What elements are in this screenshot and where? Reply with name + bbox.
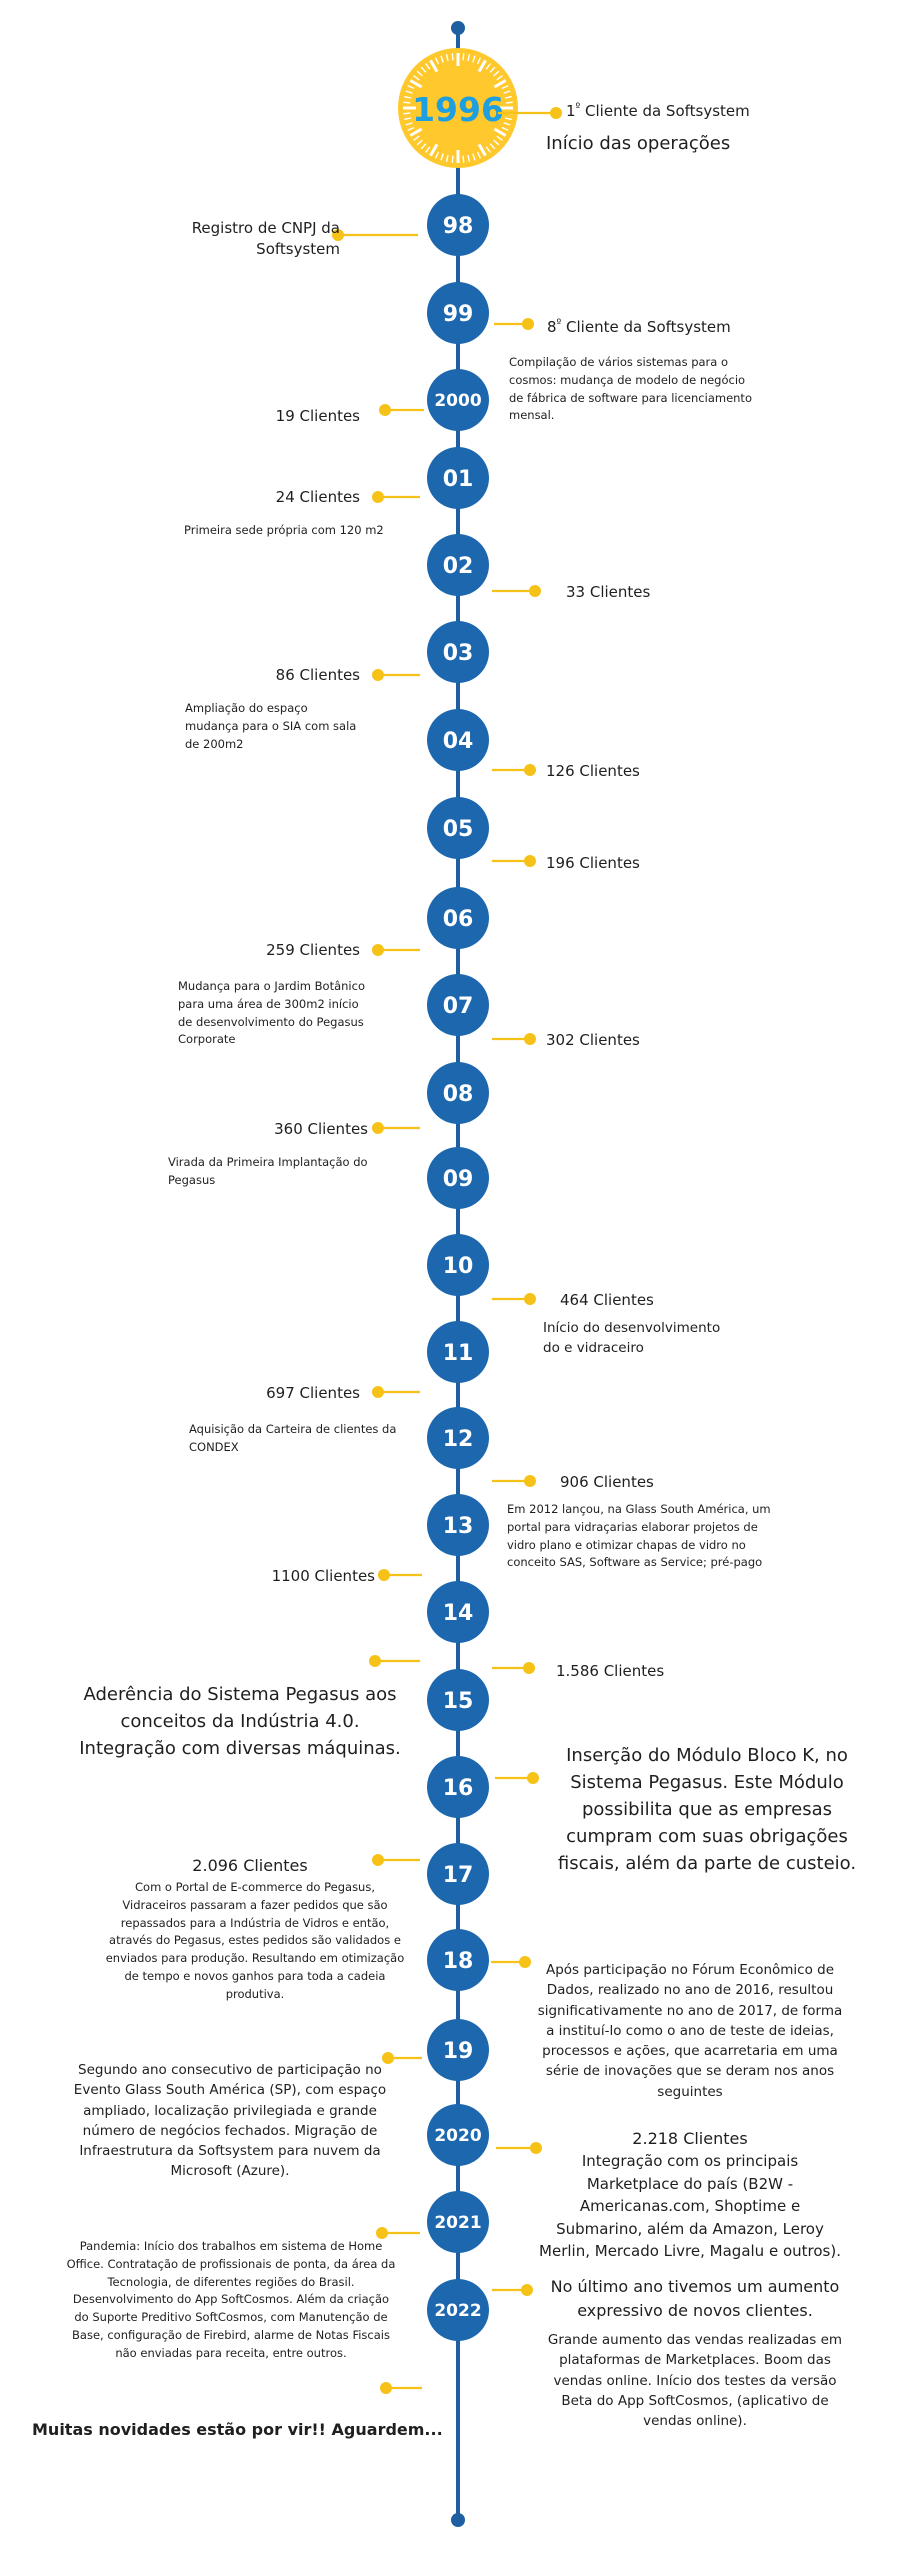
year-node-label: 2021: [434, 2213, 482, 2233]
connector-dot: [524, 1293, 536, 1305]
year-node-2021: [427, 2191, 489, 2253]
year-node-label: 98: [442, 214, 474, 239]
connector-dot: [372, 944, 384, 956]
connector-dot: [527, 1772, 539, 1784]
sun-tick: [463, 53, 464, 60]
connector-dot: [372, 1386, 384, 1398]
event-03-clients: 86 Clientes: [275, 666, 360, 684]
year-node-15: [427, 1669, 489, 1731]
year-node-19: [427, 2019, 489, 2081]
connector-dot: [369, 1655, 381, 1667]
sun-tick: [452, 156, 453, 163]
event-1996-first-client: $1^º$ Cliente da Softsystem: [566, 102, 750, 120]
event-12-clients: 906 Clientes: [560, 1473, 654, 1491]
event-08-clients: 360 Clientes: [274, 1120, 368, 1138]
year-node-label: 2022: [434, 2301, 482, 2321]
connector-dot: [524, 855, 536, 867]
year-node-08: [427, 1062, 489, 1124]
year-node-07: [427, 974, 489, 1036]
connector-dot: [380, 2382, 392, 2394]
year-node-06: [427, 887, 489, 949]
connector-dot: [550, 107, 562, 119]
year-node-01: [427, 447, 489, 509]
event-06-clients: 259 Clientes: [266, 941, 360, 959]
event-2020-desc: Pandemia: Início dos trabalhos em sistema de Home Office. Contratação de profissionais de ponta, da área da Tecnologia, de diferentes regiões do Brasil. Desenvolvimento do App SoftCosmos. Além da criação do Suporte Preditivo SoftCosmos, com Manutenção de Base, configuração de Firebird, alarme de Notas Fiscais não enviadas para receita, entre outros.: [66, 2239, 396, 2360]
event-2022-text: Muitas novidades estão por vir!! Aguardem...: [32, 2420, 443, 2439]
connector-dot: [378, 1569, 390, 1581]
year-node-label: 05: [442, 817, 474, 842]
timeline-bottom-cap: [451, 2513, 465, 2527]
event-14-clients: 1.586 Clientes: [556, 1662, 665, 1680]
event-12-desc: Em 2012 lançou, na Glass South América, um portal para vidraçarias elaborar projetos de vidro plano e otimizar chapas de vidro no conceito SAS, Software as Service; pré-pago: [507, 1502, 771, 1570]
year-node-label: 15: [442, 1689, 474, 1714]
event-11-desc: Aquisição da Carteira de clientes da CONDEX: [189, 1422, 397, 1454]
year-node-label: 17: [442, 1863, 474, 1888]
year-node-label: 99: [442, 302, 474, 327]
event-11-clients: 697 Clientes: [266, 1384, 360, 1402]
year-node-09: [427, 1147, 489, 1209]
year-node-label: 03: [442, 641, 474, 666]
event-07-clients: 302 Clientes: [546, 1031, 640, 1049]
year-node-label: 2020: [434, 2126, 482, 2146]
event-19-desc: Integração com os principais Marketplace do país (B2W - Americanas.com, Shoptime e Submarino, além da Amazon, Leroy Merlin, Mercado Livre, Magalu e outros).: [539, 2152, 841, 2260]
event-2000-clients: 19 Clientes: [275, 407, 360, 425]
year-node-2022: [427, 2279, 489, 2341]
year-node-98: [427, 194, 489, 256]
year-node-2020: [427, 2104, 489, 2166]
event-14-left: Aderência do Sistema Pegasus aos conceitos da Indústria 4.0. Integração com diversas máquinas.: [79, 1684, 401, 1759]
connector-dot: [372, 1854, 384, 1866]
year-node-11: [427, 1321, 489, 1383]
year-node-label: 10: [442, 1254, 474, 1279]
timeline-top-cap: [451, 21, 465, 35]
event-2021-desc: Grande aumento das vendas realizadas em plataformas de Marketplaces. Boom das vendas online. Início dos testes da versão Beta do App SoftCosmos, (aplicativo de vendas online).: [547, 2332, 843, 2429]
year-node-16: [427, 1756, 489, 1818]
year-node-label: 06: [442, 907, 474, 932]
year-node-label: 18: [442, 1949, 474, 1974]
event-04-clients: 126 Clientes: [546, 762, 640, 780]
event-10-desc: Início do desenvolvimento do e vidraceiro: [543, 1320, 721, 1357]
start-year-text: 1996: [412, 90, 504, 129]
event-2021-title: No último ano tivemos um aumento expressivo de novos clientes.: [550, 2277, 840, 2320]
year-node-label: 16: [442, 1776, 474, 1801]
event-10-clients: 464 Clientes: [560, 1291, 654, 1309]
year-node-2000: [427, 369, 489, 431]
connector-dot: [372, 1122, 384, 1134]
event-08-desc: Virada da Primeira Implantação do Pegasus: [168, 1155, 368, 1187]
event-01-desc: Primeira sede própria com 120 m2: [184, 523, 384, 537]
year-node-label: 09: [442, 1167, 474, 1192]
event-05-clients: 196 Clientes: [546, 854, 640, 872]
connector-dot: [524, 764, 536, 776]
year-node-label: 01: [442, 467, 474, 492]
connector-dot: [521, 2284, 533, 2296]
connector-dot: [519, 1956, 531, 1968]
connector-dot: [379, 404, 391, 416]
event-98-text: Registro de CNPJ da Softsystem: [191, 219, 340, 259]
event-18-text: Segundo ano consecutivo de participação no Evento Glass South América (SP), com espaço ampliado, localização privilegiada e grande número de negócios fechados. Migração de Infraestrutura da Softsystem para nuvem da Microsoft (Azure).: [73, 2062, 387, 2180]
event-17-text: Após participação no Fórum Econômico de Dados, realizado no ano de 2016, resultou significativamente no ano de 2017, de forma a instituí-lo como o ano de teste de ideias, processos e ações, que acarretaria em uma série de inovações que se deram nos anos seguintes: [537, 1962, 843, 2100]
year-node-18: [427, 1929, 489, 1991]
year-node-99: [427, 282, 489, 344]
year-node-label: 12: [442, 1427, 474, 1452]
connector-dot: [524, 1475, 536, 1487]
event-16-clients: 2.096 Clientes: [192, 1856, 308, 1875]
year-node-10: [427, 1234, 489, 1296]
year-node-label: 19: [442, 2039, 474, 2064]
year-node-label: 02: [442, 554, 474, 579]
year-node-label: 08: [442, 1082, 474, 1107]
sun-tick: [463, 156, 464, 163]
sun-tick: [403, 102, 410, 103]
year-node-14: [427, 1581, 489, 1643]
event-1996-subtitle: Início das operações: [546, 133, 731, 154]
event-99-client: $8^º$ Cliente da Softsystem: [547, 318, 731, 336]
year-node-label: 13: [442, 1514, 474, 1539]
year-node-label: 07: [442, 994, 474, 1019]
year-node-05: [427, 797, 489, 859]
year-node-label: 11: [442, 1341, 474, 1366]
year-node-04: [427, 709, 489, 771]
connector-dot: [522, 318, 534, 330]
start-sun-badge: [398, 48, 518, 168]
connector-dot: [372, 491, 384, 503]
connector-dot: [523, 1662, 535, 1674]
year-node-label: 2000: [434, 391, 482, 411]
year-node-label: 04: [442, 729, 474, 754]
year-node-label: 14: [442, 1601, 474, 1626]
event-19-clients: 2.218 Clientes: [632, 2129, 748, 2148]
event-16-desc: Com o Portal de E-commerce do Pegasus, Vidraceiros passaram a fazer pedidos que são repassados para a Indústria de Vidros e então, através do Pegasus, estes pedidos são validados e enviados para produção. Resultando em otimização de tempo e novos ganhos para toda a cadeia produtiva.: [105, 1880, 405, 2001]
event-03-desc: Ampliação do espaço mudança para o SIA com sala de 200m2: [185, 701, 357, 751]
connector-dot: [372, 669, 384, 681]
year-node-13: [427, 1494, 489, 1556]
event-15-text: Inserção do Módulo Bloco K, no Sistema Pegasus. Este Módulo possibilita que as empresas cumpram com suas obrigações fiscais, além da parte de custeio.: [557, 1745, 857, 1874]
sun-tick: [452, 53, 453, 60]
connector-dot: [529, 585, 541, 597]
event-06-desc: Mudança para o Jardim Botânico para uma área de 300m2 início de desenvolvimento do Pegasus Corporate: [178, 979, 365, 1047]
event-13-clients: 1100 Clientes: [271, 1567, 375, 1585]
sun-tick: [403, 113, 410, 114]
year-node-02: [427, 534, 489, 596]
event-02-clients: 33 Clientes: [566, 583, 651, 601]
event-01-clients: 24 Clientes: [275, 488, 360, 506]
year-node-17: [427, 1843, 489, 1905]
sun-tick: [506, 102, 513, 103]
event-99-desc: Compilação de vários sistemas para o cosmos: mudança de modelo de negócio de fábrica de software para licenciamento mensal.: [509, 355, 752, 423]
connector-dot: [524, 1033, 536, 1045]
year-node-03: [427, 621, 489, 683]
